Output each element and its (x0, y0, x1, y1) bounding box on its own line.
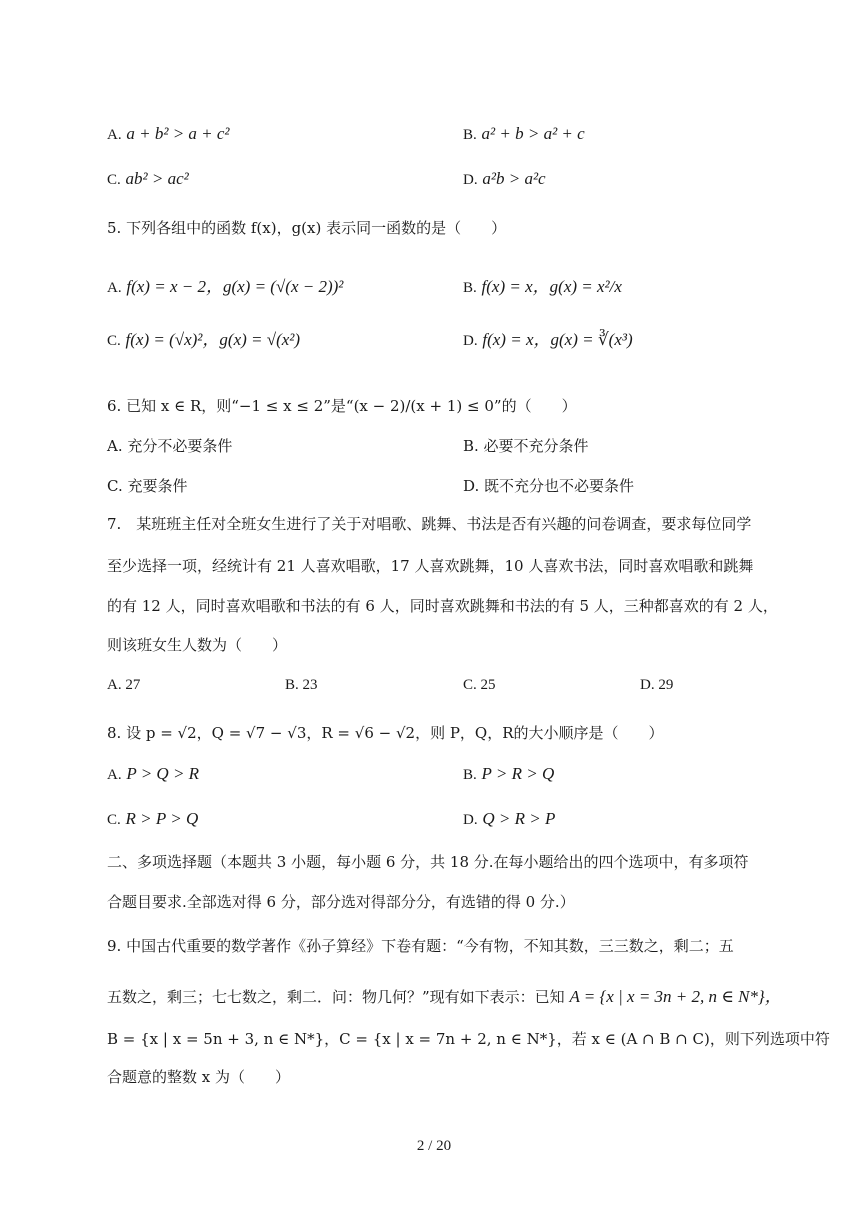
option-label: C. (107, 333, 121, 349)
page-number: 2 / 20 (416, 1138, 452, 1154)
q6-option-c: C. 充要条件 (107, 477, 188, 495)
q8-option-c (107, 809, 198, 829)
option-label: B. (463, 767, 477, 783)
q7-option-a: A. 27 (107, 677, 141, 693)
option-expression: Q > R > P (482, 809, 556, 828)
q5-option-b (463, 277, 622, 297)
option-label: A. (107, 767, 122, 783)
q6-option-d: D. 既不充分也不必要条件 (463, 477, 635, 495)
option-expression: f(x) = (√x)²，g(x) = √(x²) (125, 330, 301, 349)
option-expression: a + b² > a + c² (126, 124, 230, 143)
q4-option-a (107, 124, 230, 144)
q7-option-d: D. 29 (640, 677, 674, 693)
q6-stem: 6. 已知 x ∈ R，则“−1 ≤ x ≤ 2”是“(x − 2)/(x + 1) ≤ 0”的（ ） (107, 397, 577, 415)
q5-option-a (107, 277, 343, 297)
option-label: B. (463, 280, 477, 296)
q7-line: 至少选择一项，经统计有 21 人喜欢唱歌，17 人喜欢跳舞，10 人喜欢书法，同时喜欢唱歌和跳舞 (107, 557, 754, 575)
option-expression: f(x) = x，g(x) = ∛(x³) (482, 330, 633, 349)
q8-option-a (107, 764, 199, 784)
q9-line: 合题意的整数 x 为（ ） (107, 1068, 290, 1086)
q8-option-b (463, 764, 554, 784)
section-heading: 二、多项选择题（本题共 3 小题，每小题 6 分，共 18 分.在每小题给出的四个选项中，有多项符 (107, 853, 749, 871)
option-label: A. (107, 280, 122, 296)
q8-option-d (463, 809, 555, 829)
set-a-expression: A = {x | x = 3n + 2, n ∈ N*}， (569, 987, 782, 1006)
option-label: D. (463, 812, 478, 828)
q4-option-b (463, 124, 585, 144)
option-label: D. (463, 333, 478, 349)
option-expression: P > Q > R (126, 764, 200, 783)
q7-line: 则该班女生人数为（ ） (107, 636, 288, 654)
option-expression: ab² > ac² (125, 169, 189, 188)
q9-line: B = {x | x = 5n + 3, n ∈ N*}，C = {x | x = 7n + 2, n ∈ N*}，若 x ∈ (A ∩ B ∩ C)，则下列选项中符 (107, 1030, 830, 1048)
q7-option-c: C. 25 (463, 677, 496, 693)
option-expression: R > P > Q (125, 809, 199, 828)
q4-option-d (463, 169, 546, 189)
q7-option-b: B. 23 (285, 677, 318, 693)
option-label: D. (463, 172, 478, 188)
q5-stem: 5. 下列各组中的函数 f(x)，g(x) 表示同一函数的是（ ） (107, 219, 507, 237)
option-expression: f(x) = x，g(x) = x²/x (481, 277, 622, 296)
q5-option-c (107, 330, 300, 350)
q4-option-c (107, 169, 189, 189)
q5-option-d (463, 330, 633, 350)
option-label: A. (107, 127, 122, 143)
q9-line: 9. 中国古代重要的数学著作《孙子算经》下卷有题：“今有物，不知其数，三三数之，剩二；五 (107, 937, 734, 955)
q9-text: 五数之，剩三；七七数之，剩二．问：物几何？”现有如下表示：已知 (107, 988, 565, 1006)
option-expression: P > R > Q (481, 764, 555, 783)
option-label: C. (107, 172, 121, 188)
option-label: B. (463, 127, 477, 143)
option-expression: f(x) = x − 2，g(x) = (√(x − 2))² (126, 277, 344, 296)
option-expression: a² + b > a² + c (481, 124, 585, 143)
section-heading-cont: 合题目要求.全部选对得 6 分，部分选对得部分分，有选错的得 0 分.） (107, 893, 575, 911)
q7-line: 的有 12 人，同时喜欢唱歌和书法的有 6 人，同时喜欢跳舞和书法的有 5 人，三种都喜欢的有 2 人， (107, 597, 778, 615)
option-expression: a²b > a²c (482, 169, 546, 188)
q9-line (107, 987, 782, 1007)
q6-option-a: A. 充分不必要条件 (107, 437, 233, 455)
option-label: C. (107, 812, 121, 828)
q6-option-b: B. 必要不充分条件 (463, 437, 589, 455)
q7-line: 7. 某班班主任对全班女生进行了关于对唱歌、跳舞、书法是否有兴趣的问卷调查，要求每位同学 (107, 515, 752, 533)
q8-stem: 8. 设 p = √2，Q = √7 − √3，R = √6 − √2，则 P，Q，R的大小顺序是（ ） (107, 724, 664, 742)
